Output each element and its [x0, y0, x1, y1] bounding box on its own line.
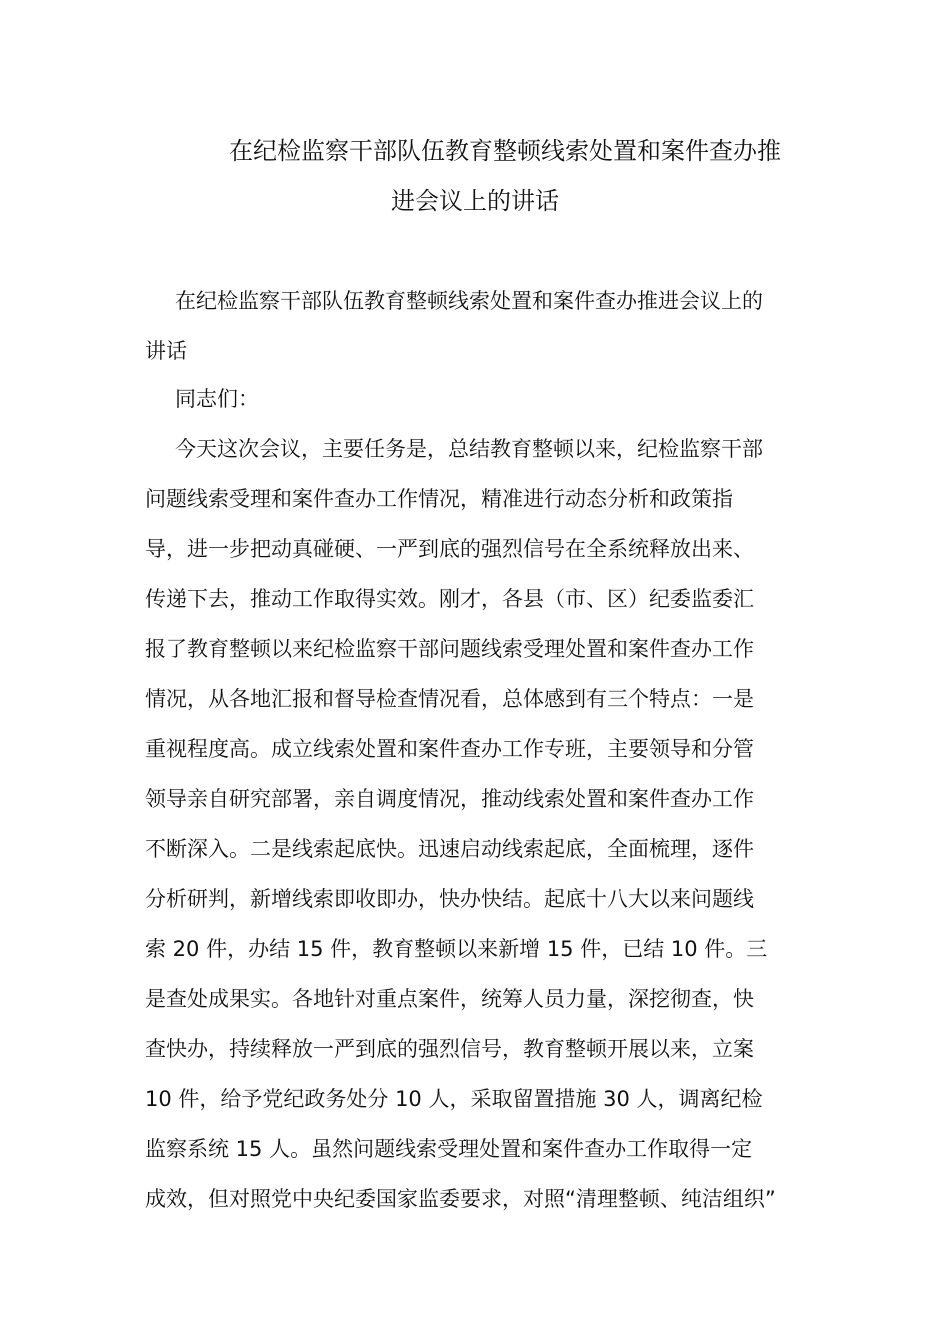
body-line: 重视程度高。成立线索处置和案件查办工作专班，主要领导和分管	[145, 737, 754, 761]
document-title-line-2: 进会议上的讲话	[391, 187, 559, 215]
body-line: 领导亲自研究部署，亲自调度情况，推动线索处置和案件查办工作	[145, 787, 754, 811]
body-line: 情况，从各地汇报和督导检查情况看，总体感到有三个特点：一是	[145, 687, 754, 711]
body-line: 查快办，持续释放一严到底的强烈信号，教育整顿开展以来，立案	[145, 1037, 754, 1061]
body-line: 索 20 件，办结 15 件，教育整顿以来新增 15 件，已结 10 件。三	[145, 937, 768, 961]
body-line: 成效，但对照党中央纪委国家监委要求，对照“清理整顿、纯洁组织”	[145, 1187, 776, 1211]
body-line: 导，进一步把动真碰硬、一严到底的强烈信号在全系统释放出来、	[145, 537, 754, 561]
body-line: 传递下去，推动工作取得实效。刚才，各县（市、区）纪委监委汇	[145, 587, 754, 611]
body-line: 问题线索受理和案件查办工作情况，精准进行动态分析和政策指	[145, 487, 733, 511]
body-line: 分析研判，新增线索即收即办，快办快结。起底十八大以来问题线	[145, 887, 754, 911]
body-line: 不断深入。二是线索起底快。迅速启动线索起底，全面梳理，逐件	[145, 837, 754, 861]
body-line: 今天这次会议，主要任务是，总结教育整顿以来，纪检监察干部	[175, 437, 763, 461]
subtitle-line-1: 在纪检监察干部队伍教育整顿线索处置和案件查办推进会议上的	[175, 289, 763, 313]
document-title-line-1: 在纪检监察干部队伍教育整顿线索处置和案件查办推	[229, 137, 781, 165]
body-line: 报了教育整顿以来纪检监察干部问题线索受理处置和案件查办工作	[145, 637, 754, 661]
body-line: 是查处成果实。各地针对重点案件，统筹人员力量，深挖彻查，快	[145, 987, 754, 1011]
body-line: 监察系统 15 人。虽然问题线索受理处置和案件查办工作取得一定	[145, 1137, 753, 1161]
subtitle-line-2: 讲话	[145, 339, 187, 363]
salutation: 同志们：	[175, 387, 259, 411]
body-line: 10 件，给予党纪政务处分 10 人，采取留置措施 30 人，调离纪检	[145, 1087, 763, 1111]
